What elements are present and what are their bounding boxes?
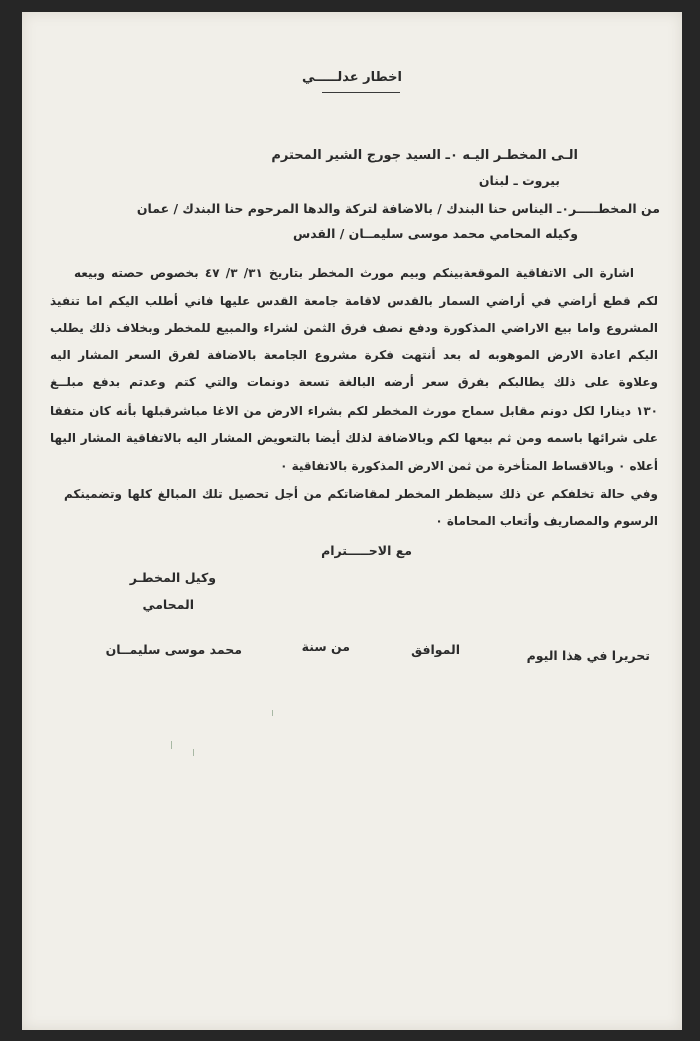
signature-role: وكيل المخطـر (129, 570, 216, 585)
signature-name: محمد موسى سليمــان (105, 642, 242, 657)
paper-mark (272, 710, 273, 716)
footer-year: من سنة (301, 639, 350, 654)
addressee-line: الـى المخطـر اليـه ٠ـ السيد جورج الشير المحترم (271, 148, 578, 163)
body-line-2: لكم قطع أراضي في أراضي السمار بالقدس لاقامة جامعة القدس عليها فاني أطلب اليكم اما تنفيذ (50, 294, 658, 308)
body-line-4: اليكم اعادة الارض الموهوبه له بعد أنتهت فكرة مشروع الجامعة بالاضافة لفرق السعر المشار اليه (50, 348, 658, 362)
footer-written-on: تحريرا في هذا اليوم (526, 648, 650, 663)
closing: مع الاحـــــترام (321, 543, 412, 558)
addressee-location: بيروت ـ لبنان (478, 173, 560, 188)
body-line-8: أعلاه ٠ وبالاقساط المتأخرة من ثمن الارض المذكورة بالاتفاقية ٠ (280, 459, 658, 473)
body-line-7: على شرائها باسمه ومن ثم بيعها لكم وبالاضافة لذلك أيضا بالتعويض المشار اليه بالاتفاقية المشار اليها (50, 431, 658, 445)
body-line-6: ١٣٠ دينارا لكل دونم مقابل سماح مورث المخطر لكم بشراء الارض من الاغا مباشرقبلها بأنه كان متفقا (50, 404, 658, 418)
paper-mark (171, 741, 172, 749)
signature-title: المحامي (142, 597, 194, 612)
body-line-5: وعلاوة على ذلك يطالبكم بفرق سعر أرضه البالغة تسعة دونمات والتي كتم وعدتم بدفع مبلــغ (50, 375, 658, 389)
document-title: اخطار عدلـــــي (301, 70, 403, 85)
sender-agent-line: وكيله المحامي محمد موسى سليمــان / القدس (292, 226, 578, 241)
sender-line: من المخطـــــر٠ـ اليناس حنا البندك / بالاضافة لتركة والدها المرحوم حنا البندك / عمان (136, 201, 660, 216)
body-line-3: المشروع واما بيع الاراضي المذكورة ودفع نصف فرق الثمن لشراء والمبيع للمخطر وبخلاف ذلك يطلب (50, 321, 658, 335)
paper-mark (193, 749, 194, 756)
document-page (22, 12, 682, 1030)
document-body (22, 12, 682, 1030)
body-line-10: الرسوم والمصاريف وأتعاب المحاماة ٠ (435, 514, 658, 528)
footer-corresponding: الموافق (411, 642, 460, 657)
body-line-9: وفي حالة تخلفكم عن ذلك سيظطر المخطر لمقاضاتكم من أجل تحصيل تلك المبالغ كلها وتضمينكم (64, 487, 658, 501)
title-underline (322, 92, 400, 93)
body-line-1: اشارة الى الاتفاقية الموقعةبينكم وبيم مورث المخطر بتاريخ ٣١/ ٣/ ٤٧ بخصوص حصته وبيعه (74, 266, 635, 280)
